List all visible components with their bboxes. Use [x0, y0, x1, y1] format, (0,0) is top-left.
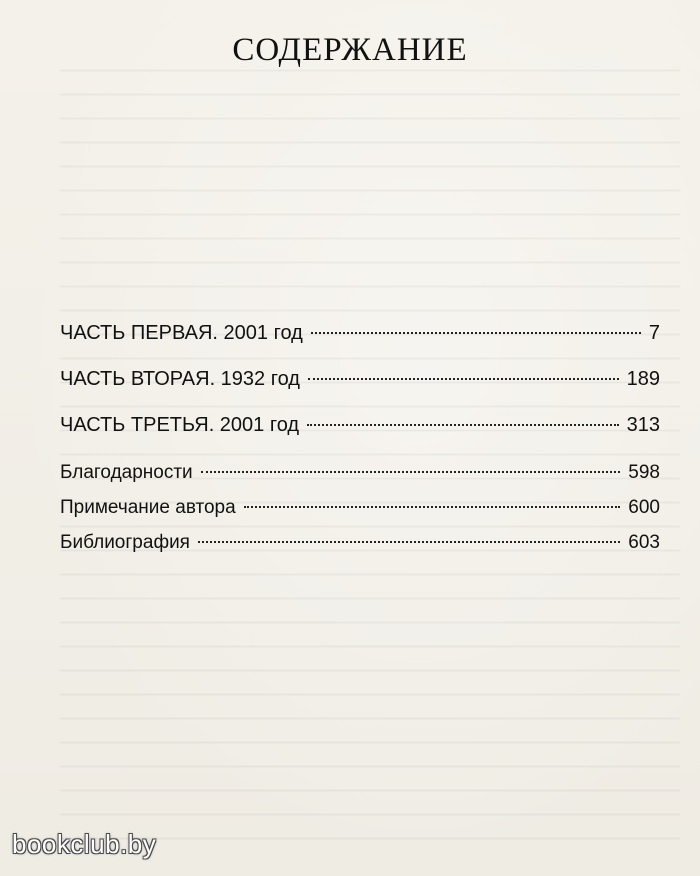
toc-entry-title: ЧАСТЬ ВТОРАЯ. 1932 год	[60, 368, 300, 390]
watermark: bookclub.by	[12, 829, 157, 859]
dot-leader	[307, 424, 619, 426]
toc-entry	[60, 368, 660, 414]
toc-parts-list	[60, 322, 660, 460]
toc-entry-page: 603	[628, 532, 660, 553]
toc-entry	[60, 532, 660, 567]
toc-entry	[60, 462, 660, 497]
dot-leader	[201, 471, 621, 473]
toc-entry-page: 600	[628, 497, 660, 518]
toc-entry-title: Библиография	[60, 532, 190, 553]
toc-entry	[60, 322, 660, 368]
toc-entry-page: 598	[628, 462, 660, 483]
dot-leader	[244, 506, 621, 508]
bleed-through-text	[60, 70, 680, 850]
toc-back-matter-list	[60, 462, 660, 567]
dot-leader	[311, 332, 641, 334]
toc-entry-title: ЧАСТЬ ТРЕТЬЯ. 2001 год	[60, 414, 300, 436]
toc-entry-title: ЧАСТЬ ПЕРВАЯ. 2001 год	[60, 322, 303, 344]
toc-entry	[60, 497, 660, 532]
dot-leader	[308, 378, 619, 380]
toc-entry-page: 313	[626, 414, 660, 436]
toc-entry-title: Благодарности	[60, 462, 193, 483]
toc-entry-page: 7	[648, 322, 660, 344]
toc-entry	[60, 414, 660, 460]
toc-entry-title: Примечание автора	[60, 497, 236, 518]
dot-leader	[198, 541, 620, 543]
toc-entry-page: 189	[626, 368, 660, 390]
page-title: СОДЕРЖАНИЕ	[232, 32, 468, 68]
